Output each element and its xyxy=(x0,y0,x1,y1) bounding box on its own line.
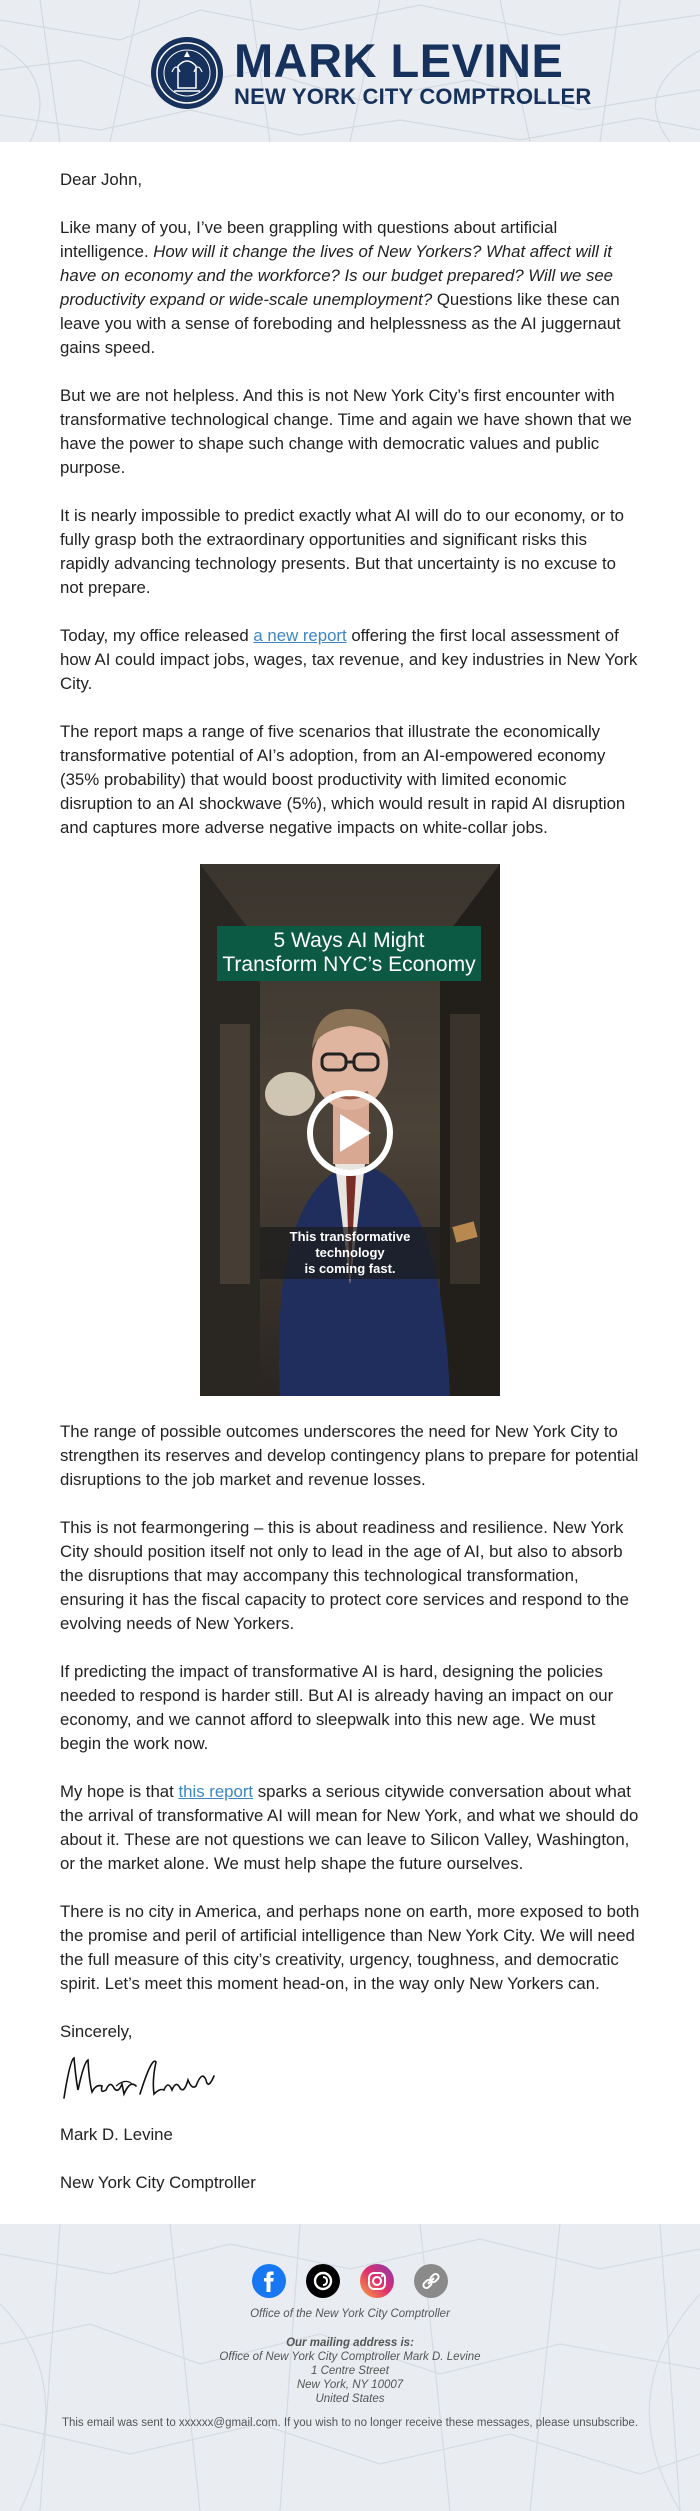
mailing-address xyxy=(0,2350,700,2406)
email-header xyxy=(0,0,700,142)
paragraph-4 xyxy=(60,624,640,696)
unsubscribe-notice[interactable]: This email was sent to xxxxxx@gmail.com. If you wish to no longer receive these messages, please unsubscribe. xyxy=(61,2417,639,2429)
paragraph-9-end: sparks a serious citywide conversation about what the arrival of transformative AI will mean for New York, and what we should do about it. These are not questions we can leave to Silicon Valley, Washington, or the market alone. We must help shape the future ourselves. xyxy=(60,1782,639,1873)
paragraph-6: The range of possible outcomes underscores the need for New York City to strengthen its reserves and develop contingency plans to prepare for potential disruptions to the job market and revenue losses. xyxy=(60,1422,639,1489)
email-footer xyxy=(0,2224,700,2511)
paragraph-2: But we are not helpless. And this is not New York City’s first encounter with transformative technological change. Time and again we have shown that we have the power to shape such change with democratic values and public purpose. xyxy=(60,386,632,477)
social-links xyxy=(0,2264,700,2298)
closing: Sincerely, xyxy=(60,2022,133,2041)
letter-body xyxy=(0,142,700,2195)
brand-name: MARK LEVINE xyxy=(234,34,564,87)
paragraph-4-end: offering the first local assessment of how AI could impact jobs, wages, tax revenue, and key industries in New York City. xyxy=(60,626,638,693)
paragraph-1 xyxy=(60,216,640,360)
link-icon[interactable] xyxy=(414,2264,448,2298)
this-report-link[interactable]: this report xyxy=(178,1782,254,1801)
address-line: Office of New York City Comptroller Mark D. Levine xyxy=(219,2351,481,2363)
mailing-address-label: Our mailing address is: xyxy=(286,2337,414,2349)
paragraph-1-end: Questions like these can leave you with a sense of foreboding and helplessness as the AI juggernaut gains speed. xyxy=(60,290,621,357)
nyc-seal-icon xyxy=(150,36,224,110)
video-title-line-1: 5 Ways AI Might xyxy=(273,929,425,952)
paragraph-10: There is no city in America, and perhaps none on earth, more exposed to both the promise and peril of artificial intelligence than New York City. We will need the full measure of this city’s creativity, urgency, toughness, and democratic spirit. Let’s meet this moment head-on, in the way only New Yorkers can. xyxy=(60,1902,640,1993)
paragraph-9-text: My hope is that xyxy=(60,1782,179,1801)
threads-icon[interactable] xyxy=(306,2264,340,2298)
paragraph-1-text: Like many of you, I’ve been grappling with questions about artificial intelligence. xyxy=(60,218,558,261)
brand-subtitle: NEW YORK CITY COMPTROLLER xyxy=(234,84,592,109)
instagram-icon[interactable] xyxy=(360,2264,394,2298)
video-caption-line-2: is coming fast. xyxy=(304,1261,396,1276)
paragraph-3: It is nearly impossible to predict exactly what AI will do to our economy, or to fully grasp both the extraordinary opportunities and significant risks this rapidly advancing technology presents. But that uncertainty is no excuse to not prepare. xyxy=(60,506,624,597)
video-title xyxy=(217,926,481,981)
facebook-icon[interactable] xyxy=(252,2264,286,2298)
brand-lockup xyxy=(150,36,591,110)
address-line: United States xyxy=(315,2393,385,2405)
greeting: Dear John, xyxy=(60,170,143,189)
paragraph-7: This is not fearmongering – this is about readiness and resilience. New York City should position itself not only to lead in the age of AI, but also to absorb the disruptions that may accompany this technological transformation, ensuring it has the fiscal capacity to protect core services and respond to the evolving needs of New Yorkers. xyxy=(60,1518,630,1633)
new-report-link[interactable]: a new report xyxy=(253,626,347,645)
signer-title: New York City Comptroller xyxy=(60,2173,256,2192)
paragraph-9 xyxy=(60,1780,640,1876)
address-line: 1 Centre Street xyxy=(311,2365,389,2377)
paragraph-1-questions: How will it change the lives of New Yorkers? What affect will it have on economy and the workforce? Is our budget prepared? Will we see productivity expand or wide-scale unemployment? xyxy=(60,242,614,309)
video-caption xyxy=(260,1227,440,1279)
play-icon[interactable] xyxy=(305,1088,395,1178)
video-thumbnail[interactable] xyxy=(200,864,500,1396)
video-caption-line-1: This transformative technology xyxy=(289,1229,411,1260)
address-line: New York, NY 10007 xyxy=(296,2379,404,2391)
paragraph-4-text: Today, my office released xyxy=(60,626,254,645)
footer-office: Office of the New York City Comptroller xyxy=(250,2308,450,2320)
paragraph-5: The report maps a range of five scenarios that illustrate the economically transformative potential of AI’s adoption, from an AI-empowered economy (35% probability) that would boost productivity with limited economic disruption to an AI shockwave (5%), which would result in rapid AI disruption and captures more adverse negative impacts on white-collar jobs. xyxy=(60,722,626,837)
paragraph-8: If predicting the impact of transformative AI is hard, designing the policies needed to respond is harder still. But AI is already having an impact on our economy, and we cannot afford to sleepwalk into this new age. We must begin the work now. xyxy=(60,1662,614,1753)
video-title-line-2: Transform NYC’s Economy xyxy=(222,953,476,976)
signer-name: Mark D. Levine xyxy=(60,2125,173,2144)
signature-image xyxy=(56,2050,226,2108)
